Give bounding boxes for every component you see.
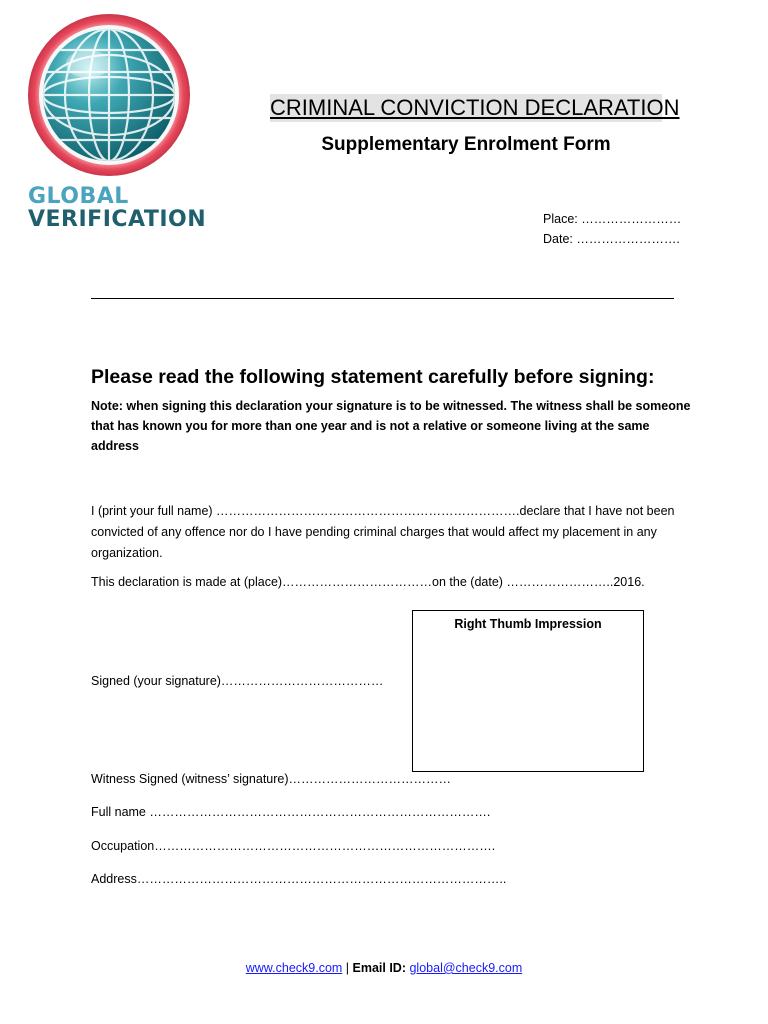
date-field: Date: ……………………. (543, 232, 680, 246)
footer-separator: | (342, 961, 353, 975)
website-link[interactable]: www.check9.com (245, 961, 343, 975)
declaration-place-date: This declaration is made at (place)………………………………on the (date) ……………………..2016. (91, 575, 645, 589)
witness-address-field: Address…………………………………………………………………………….. (91, 872, 507, 886)
witness-occupation-field: Occupation………………………………………………………………………. (91, 839, 496, 853)
document-title: CRIMINAL CONVICTION DECLARATION (270, 95, 680, 120)
email-link[interactable]: global@check9.com (409, 961, 523, 975)
footer (0, 961, 768, 975)
divider-line (91, 298, 674, 299)
place-field: Place: …………………… (543, 212, 682, 226)
brand-name-line2: VERIFICATION (28, 207, 207, 232)
email-label: Email ID: (352, 961, 410, 975)
declaration-statement: I (print your full name) ……………………………………………………………….declare that I have not been convicted of any offence nor do I have pending criminal charges that would affect my placement in any organization. (91, 504, 675, 560)
document-subtitle: Supplementary Enrolment Form (321, 134, 611, 155)
witness-signature-field: Witness Signed (witness’ signature)………………………………… (91, 772, 452, 786)
thumb-impression-label: Right Thumb Impression (454, 617, 602, 631)
instruction-heading: Please read the following statement carefully before signing: (91, 366, 655, 388)
signature-field: Signed (your signature)………………………………… (91, 674, 384, 688)
thumb-impression-box (412, 610, 644, 772)
brand-name-line1: GLOBAL (28, 184, 129, 209)
witness-note: Note: when signing this declaration your signature is to be witnessed. The witness shall be someone that has known you for more than one year and is not a relative or someone living at the same address (91, 399, 691, 453)
witness-full-name-field: Full name ………………………………………………………………………. (91, 805, 491, 819)
globe-logo-icon (26, 12, 192, 178)
